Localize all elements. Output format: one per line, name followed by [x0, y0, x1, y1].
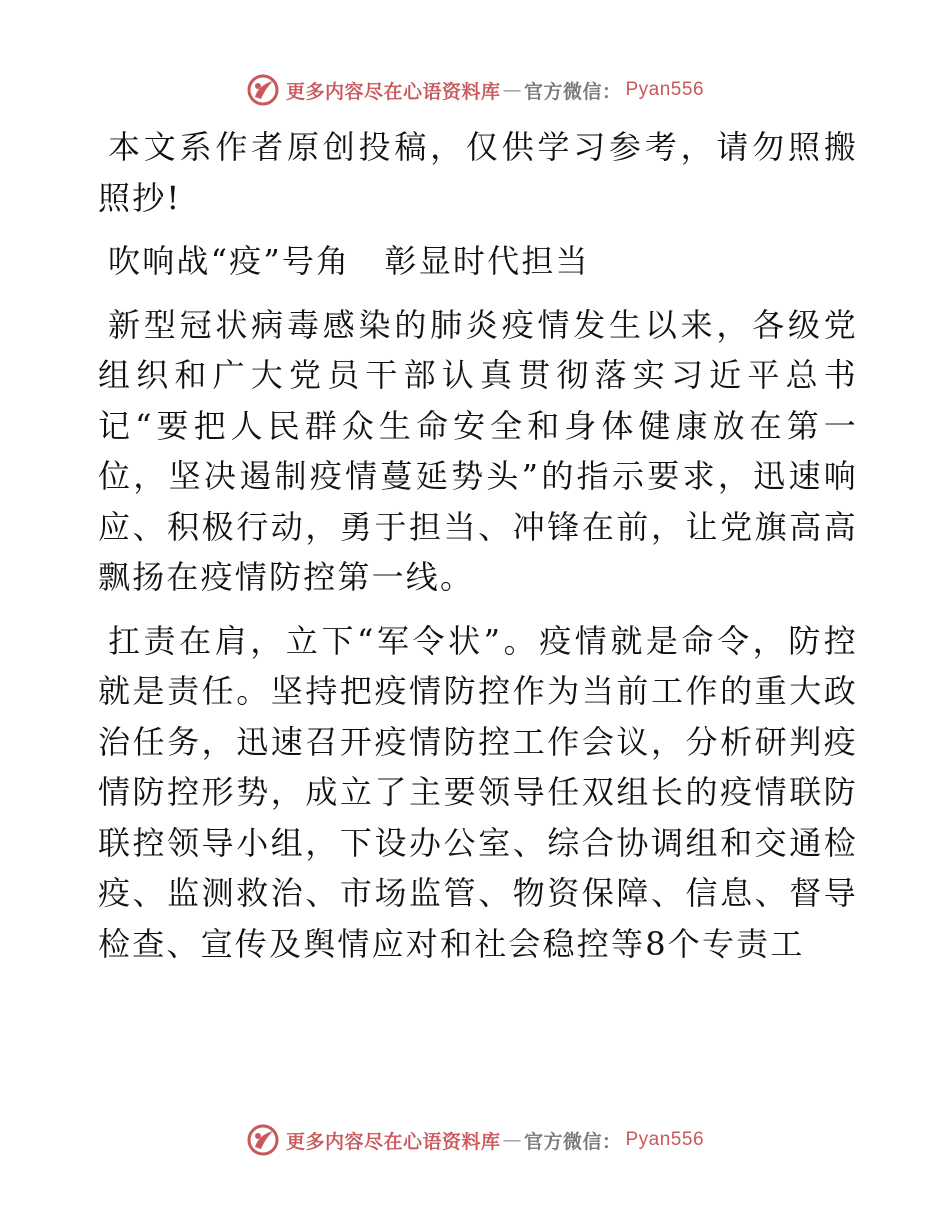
banner-separator: — [502, 79, 522, 101]
banner-main-text: 更多内容尽在心语资料库 [285, 80, 501, 103]
banner-separator: — [502, 1129, 522, 1151]
paragraph-2: 扛责在肩，立下“军令状”。疫情就是命令，防控就是责任。坚持把疫情防控作为当前工作的重大政治任务，迅速召开疫情防控工作会议，分析研判疫情防控形势，成立了主要领导任双组长的疫情联防联控领导小组，下设办公室、综合协调组和交通检疫、监测救治、市场监管、物资保障、信息、督导检查、宣传及舆情应对和社会稳控等8个专责工 [98, 621, 858, 963]
paragraph-1: 新型冠状病毒感染的肺炎疫情发生以来，各级党组织和广大党员干部认真贯彻落实习近平总书记“要把人民群众生命安全和身体健康放在第一位，坚决遏制疫情蔓延势头”的指示要求，迅速响应、积极行动，勇于担当、冲锋在前，让党旗高高飘扬在疫情防控第一线。 [98, 305, 858, 596]
banner-wechat-id: Pyan556 [625, 1129, 705, 1150]
banner-wechat-id: Pyan556 [625, 79, 705, 100]
footer-watermark-banner [0, 1118, 950, 1162]
banner-main-text: 更多内容尽在心语资料库 [285, 1130, 501, 1153]
brand-logo-icon [246, 1123, 280, 1157]
brand-logo-icon [246, 73, 280, 107]
article-title: 吹响战“疫”号角 彰显时代担当 [108, 242, 590, 280]
header-watermark-banner [0, 68, 950, 112]
banner-wechat-label: 官方微信： [523, 80, 622, 103]
document-body [98, 122, 858, 982]
copyright-notice: 本文系作者原创投稿，仅供学习参考，请勿照搬照抄! [98, 128, 858, 217]
banner-wechat-label: 官方微信： [523, 1130, 622, 1153]
